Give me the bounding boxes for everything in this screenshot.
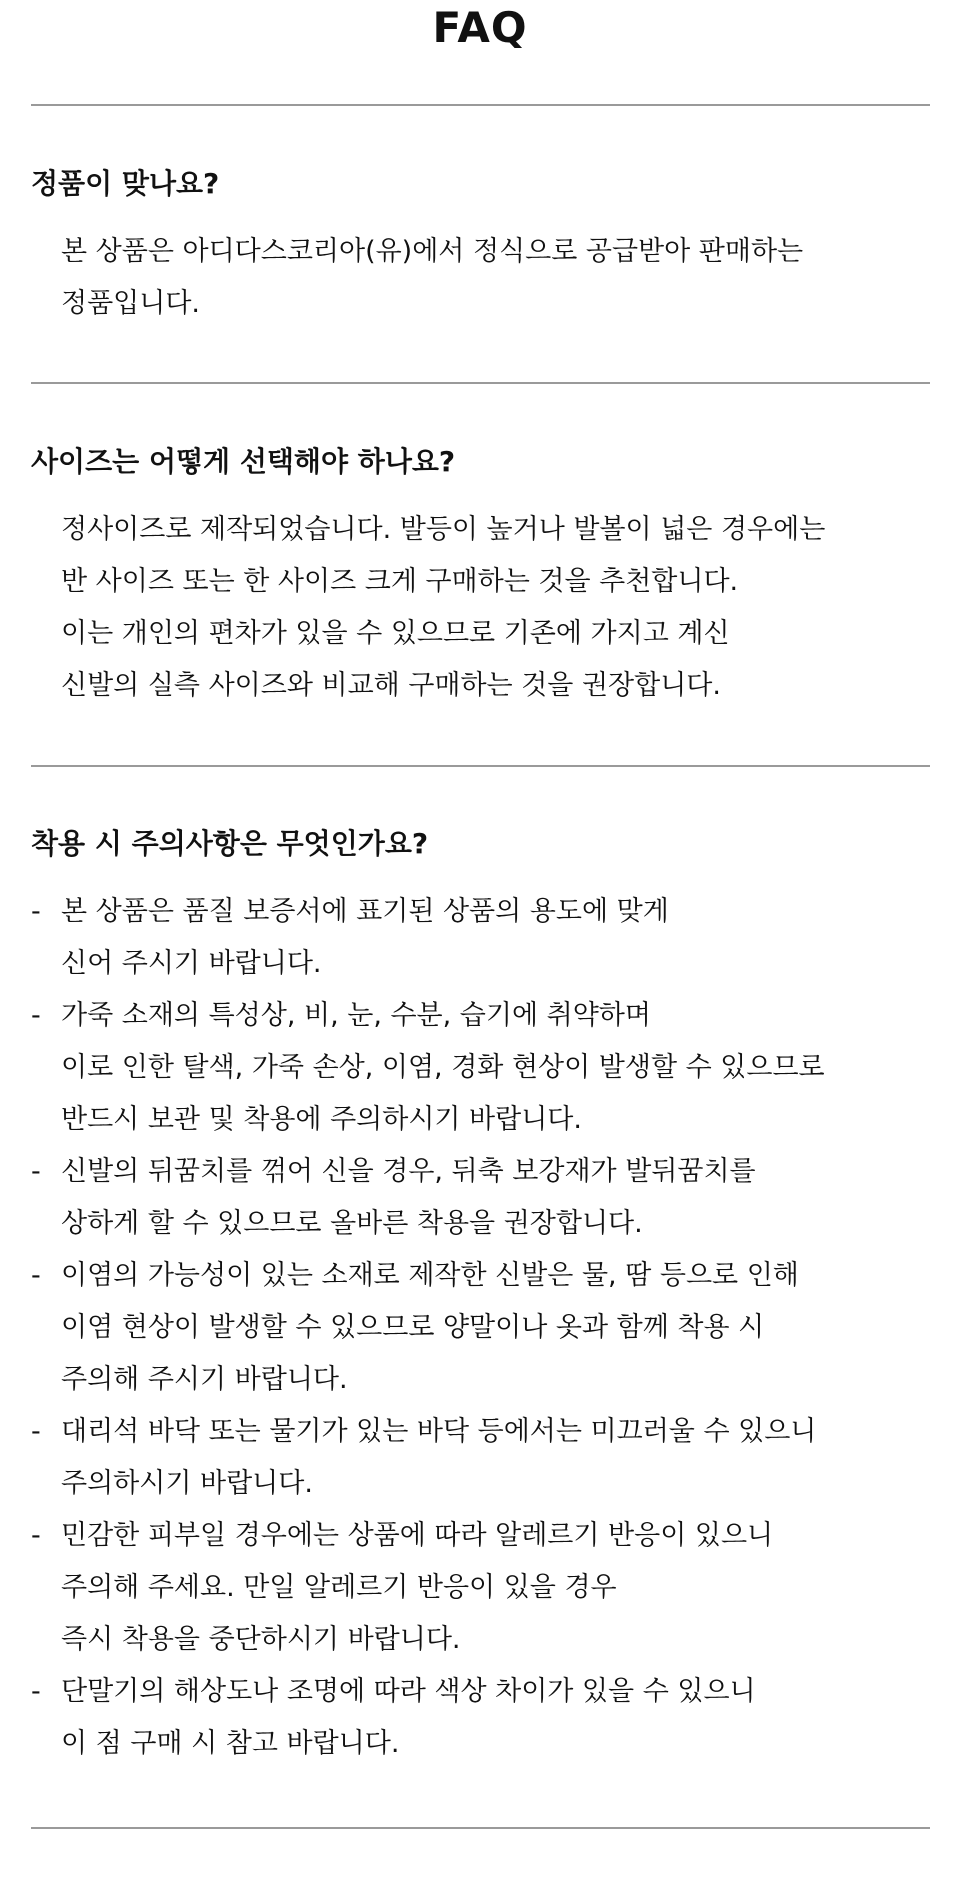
bullet-dash: - xyxy=(31,1156,41,1187)
page-title: FAQ xyxy=(432,3,528,52)
notice-line: 신어 주시기 바랍니다. xyxy=(61,948,322,979)
bullet-dash: - xyxy=(31,896,41,927)
list-item xyxy=(31,1666,825,1770)
notice-line: 주의하시기 바랍니다. xyxy=(61,1468,313,1499)
notice-line: 본 상품은 품질 보증서에 표기된 상품의 용도에 맞게 xyxy=(61,896,669,927)
notice-line: 주의해 주세요. 만일 알레르기 반응이 있을 경우 xyxy=(61,1572,617,1603)
bullet-dash: - xyxy=(31,1520,41,1551)
notice-line: 대리석 바닥 또는 물기가 있는 바닥 등에서는 미끄러울 수 있으니 xyxy=(61,1416,817,1447)
answer-line: 정품입니다. xyxy=(61,288,200,319)
notice-line: 이염의 가능성이 있는 소재로 제작한 신발은 물, 땀 등으로 인해 xyxy=(61,1260,799,1291)
answer-line: 이는 개인의 편차가 있을 수 있으므로 기존에 가지고 계신 xyxy=(61,618,730,649)
notice-line: 주의해 주시기 바랍니다. xyxy=(61,1364,348,1395)
notice-line: 반드시 보관 및 착용에 주의하시기 바랍니다. xyxy=(61,1104,582,1135)
faq-question-genuine: 정품이 맞나요? xyxy=(31,167,220,200)
faq-question-care: 착용 시 주의사항은 무엇인가요? xyxy=(31,827,429,860)
answer-line: 반 사이즈 또는 한 사이즈 크게 구매하는 것을 추천합니다. xyxy=(61,566,739,597)
notice-line: 즉시 착용을 중단하시기 바랍니다. xyxy=(61,1624,461,1655)
answer-line: 본 상품은 아디다스코리아(유)에서 정식으로 공급받아 판매하는 xyxy=(61,236,804,267)
answer-line: 신발의 실측 사이즈와 비교해 구매하는 것을 권장합니다. xyxy=(61,670,721,701)
notice-line: 신발의 뒤꿈치를 꺾어 신을 경우, 뒤축 보강재가 발뒤꿈치를 xyxy=(61,1156,756,1187)
bullet-dash: - xyxy=(31,1000,41,1031)
care-notice-list xyxy=(31,886,825,1770)
bullet-dash: - xyxy=(31,1676,41,1707)
faq-question-size: 사이즈는 어떻게 선택해야 하나요? xyxy=(31,445,456,478)
divider xyxy=(31,765,930,767)
notice-line: 단말기의 해상도나 조명에 따라 색상 차이가 있을 수 있으니 xyxy=(61,1676,756,1707)
answer-line: 정사이즈로 제작되었습니다. 발등이 높거나 발볼이 넓은 경우에는 xyxy=(61,514,826,545)
divider xyxy=(31,104,930,106)
list-item xyxy=(31,886,825,990)
notice-line: 이염 현상이 발생할 수 있으므로 양말이나 옷과 함께 착용 시 xyxy=(61,1312,765,1343)
notice-line: 이로 인한 탈색, 가죽 손상, 이염, 경화 현상이 발생할 수 있으므로 xyxy=(61,1052,825,1083)
notice-line: 상하게 할 수 있으므로 올바른 착용을 권장합니다. xyxy=(61,1208,643,1239)
notice-line: 가죽 소재의 특성상, 비, 눈, 수분, 습기에 취약하며 xyxy=(61,1000,651,1031)
notice-line: 이 점 구매 시 참고 바랍니다. xyxy=(61,1728,400,1759)
bullet-dash: - xyxy=(31,1260,41,1291)
list-item xyxy=(31,1146,825,1250)
divider xyxy=(31,382,930,384)
list-item xyxy=(31,1406,825,1510)
list-item xyxy=(31,990,825,1146)
faq-answer-size xyxy=(61,504,825,712)
list-item xyxy=(31,1510,825,1666)
faq-answer-genuine xyxy=(61,226,803,330)
divider xyxy=(31,1827,930,1829)
bullet-dash: - xyxy=(31,1416,41,1447)
list-item xyxy=(31,1250,825,1406)
notice-line: 민감한 피부일 경우에는 상품에 따라 알레르기 반응이 있으니 xyxy=(61,1520,774,1551)
